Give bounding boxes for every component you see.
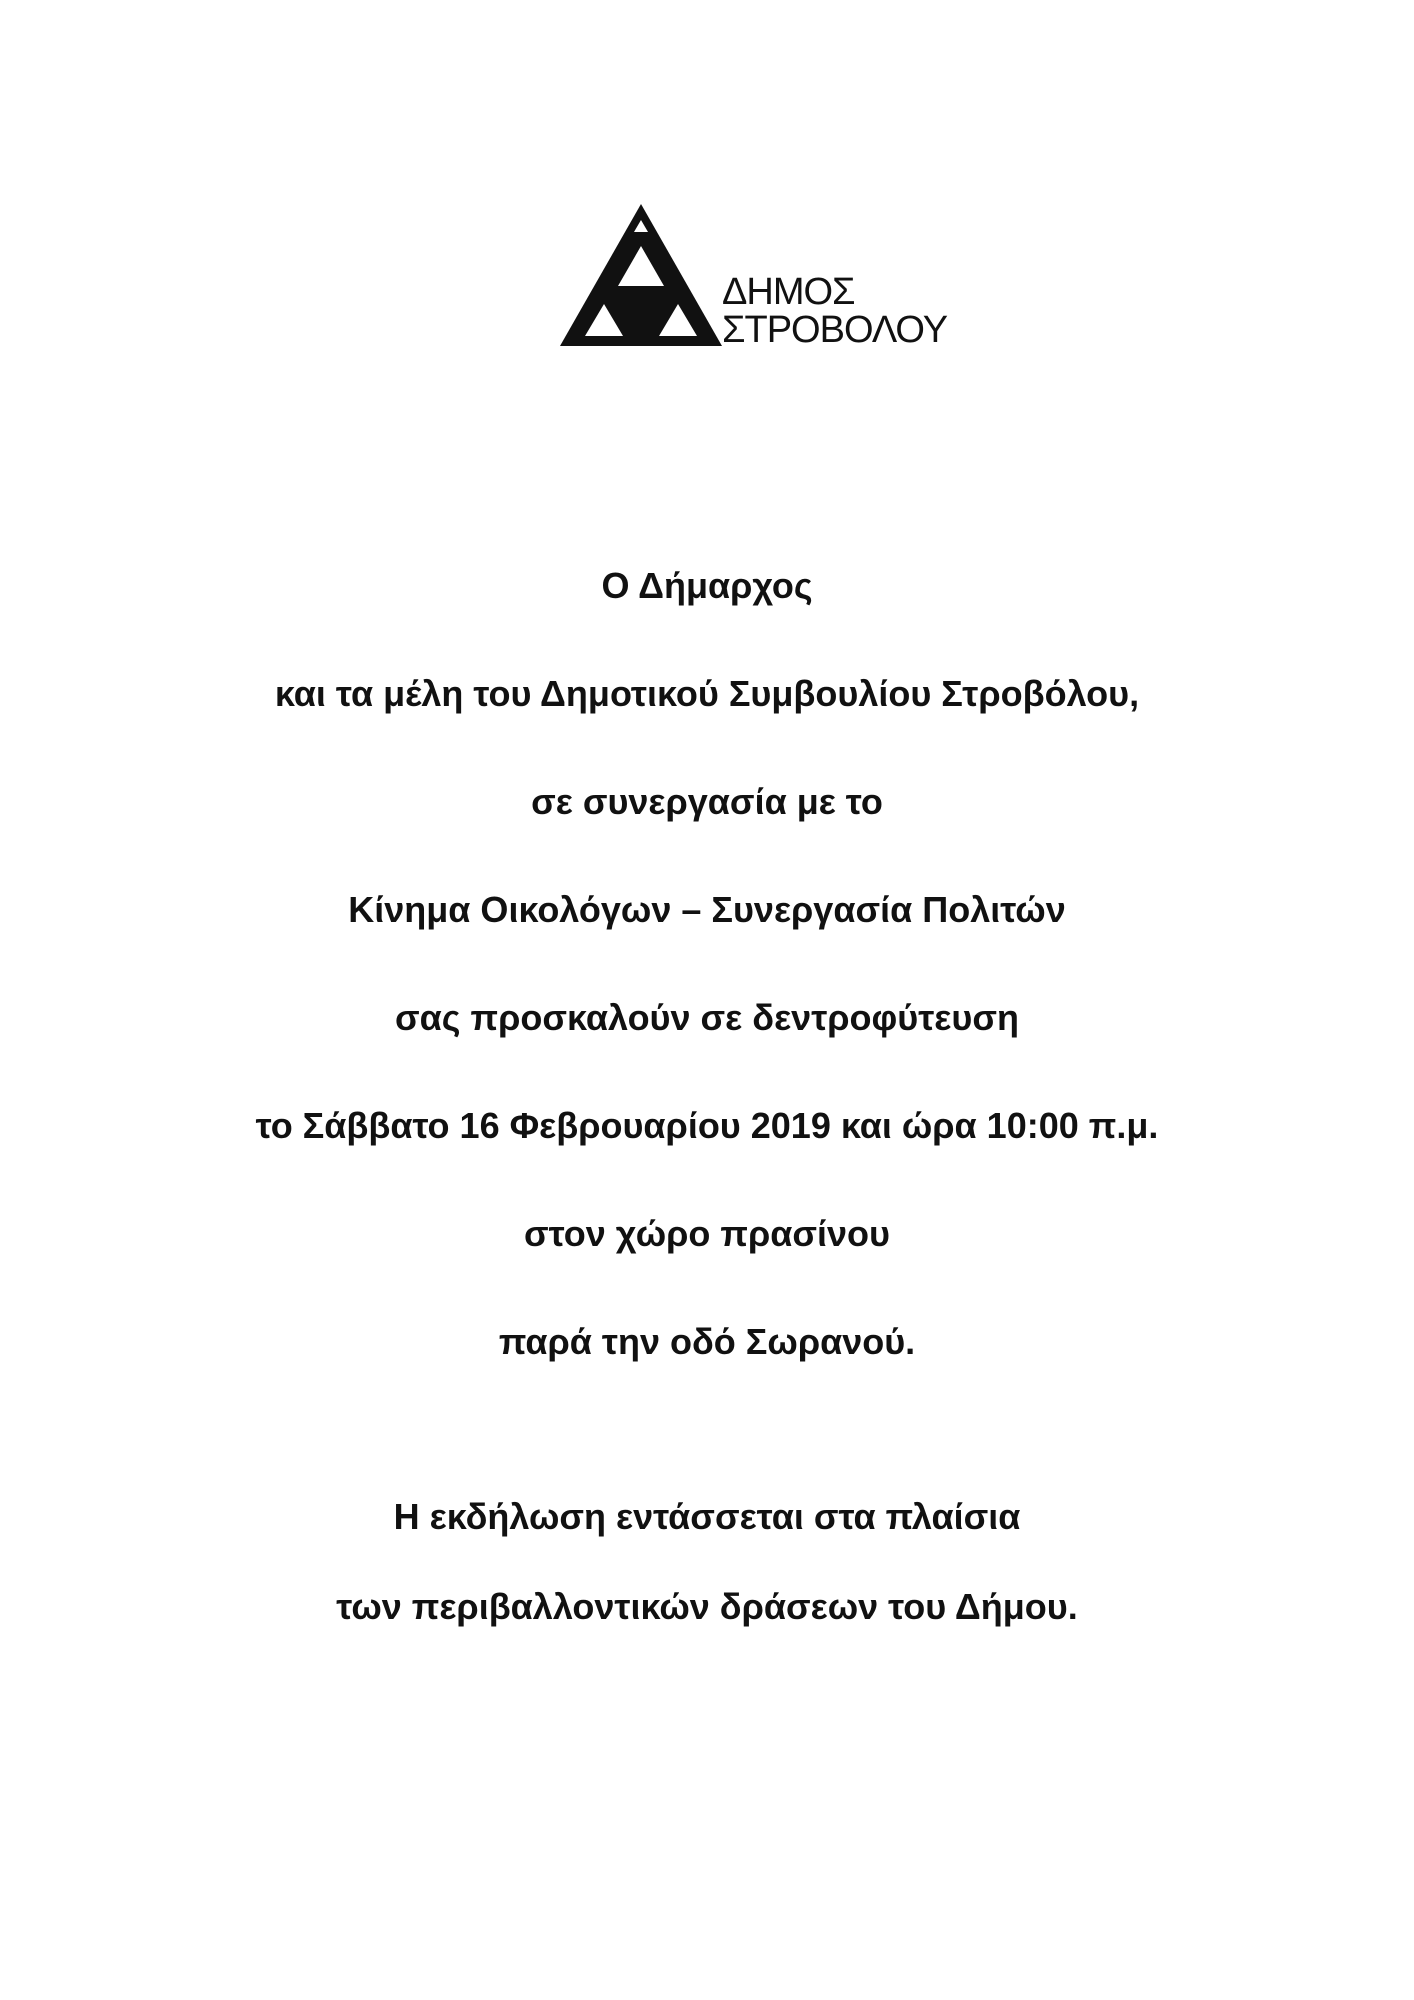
municipality-logo <box>556 200 956 350</box>
footer-note-line1: Η εκδήλωση εντάσσεται στα πλαίσια <box>393 1496 1021 1537</box>
logo-wordmark <box>722 273 947 349</box>
invitation-line-host: Ο Δήμαρχος <box>601 565 813 606</box>
logo-name-line2: ΣΤΡΟΒΟΛΟΥ <box>722 309 948 351</box>
triangle-logo-mark <box>556 200 726 350</box>
footer-note-line2: των περιβαλλοντικών δράσεων του Δήμου. <box>336 1586 1078 1627</box>
invitation-line-council: και τα μέλη του Δημοτικού Συμβουλίου Στροβόλου, <box>274 673 1140 714</box>
invitation-line-street: παρά την οδό Σωρανού. <box>498 1321 916 1362</box>
invitation-line-cooperation: σε συνεργασία με το <box>531 781 883 822</box>
invitation-line-partner: Κίνημα Οικολόγων – Συνεργασία Πολιτών <box>348 889 1066 930</box>
invitation-line-location: στον χώρο πρασίνου <box>524 1213 890 1254</box>
logo-name-line1: ΔΗΜΟΣ <box>722 271 855 313</box>
invitation-line-invite: σας προσκαλούν σε δεντροφύτευση <box>395 997 1019 1038</box>
invitation-line-date-time: το Σάββατο 16 Φεβρουαρίου 2019 και ώρα 10:00 π.μ. <box>255 1105 1159 1146</box>
